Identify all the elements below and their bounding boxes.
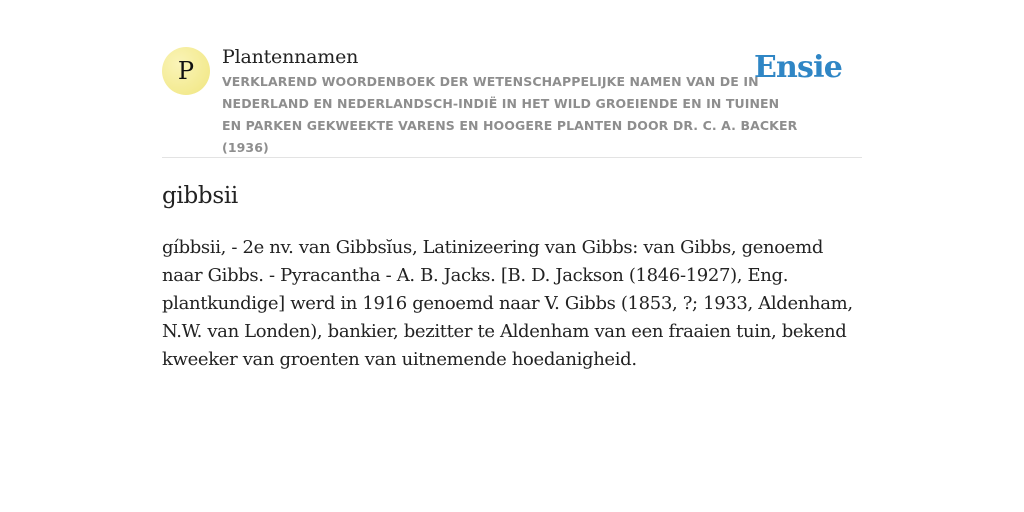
source-description: VERKLAREND WOORDENBOEK DER WETENSCHAPPELIJKE NAMEN VAN DE IN NEDERLAND EN NEDERLANDSCH-INDIË IN HET WILD GROEIENDE EN IN TUINEN EN PARKEN GEKWEEKTE VARENS EN HOOGERE PLANTEN DOOR DR. C. A. BACKER (1936) [222,74,798,155]
source-name[interactable]: Plantennamen [222,46,359,68]
entry-body: gíbbsii, - 2e nv. van Gibbsĭus, Latinizeering van Gibbs: van Gibbs, genoemd naar Gibbs. - Pyracantha - A. B. Jacks. [B. D. Jackson (1846-1927), Eng. plantkundige] werd in 1916 genoemd naar V. Gibbs (1853, ?; 1933, Aldenham, N.W. van Londen), bankier, bezitter te Aldenham van een fraaien tuin, bekend kweeker van groenten van uitnemende hoedanigheid. [162,237,853,370]
source-avatar[interactable]: P [162,47,210,95]
entry-card [162,40,862,370]
entry-title: gibbsii [162,183,238,209]
brand-logo[interactable]: Ensie [753,50,842,85]
source-header [162,40,862,158]
